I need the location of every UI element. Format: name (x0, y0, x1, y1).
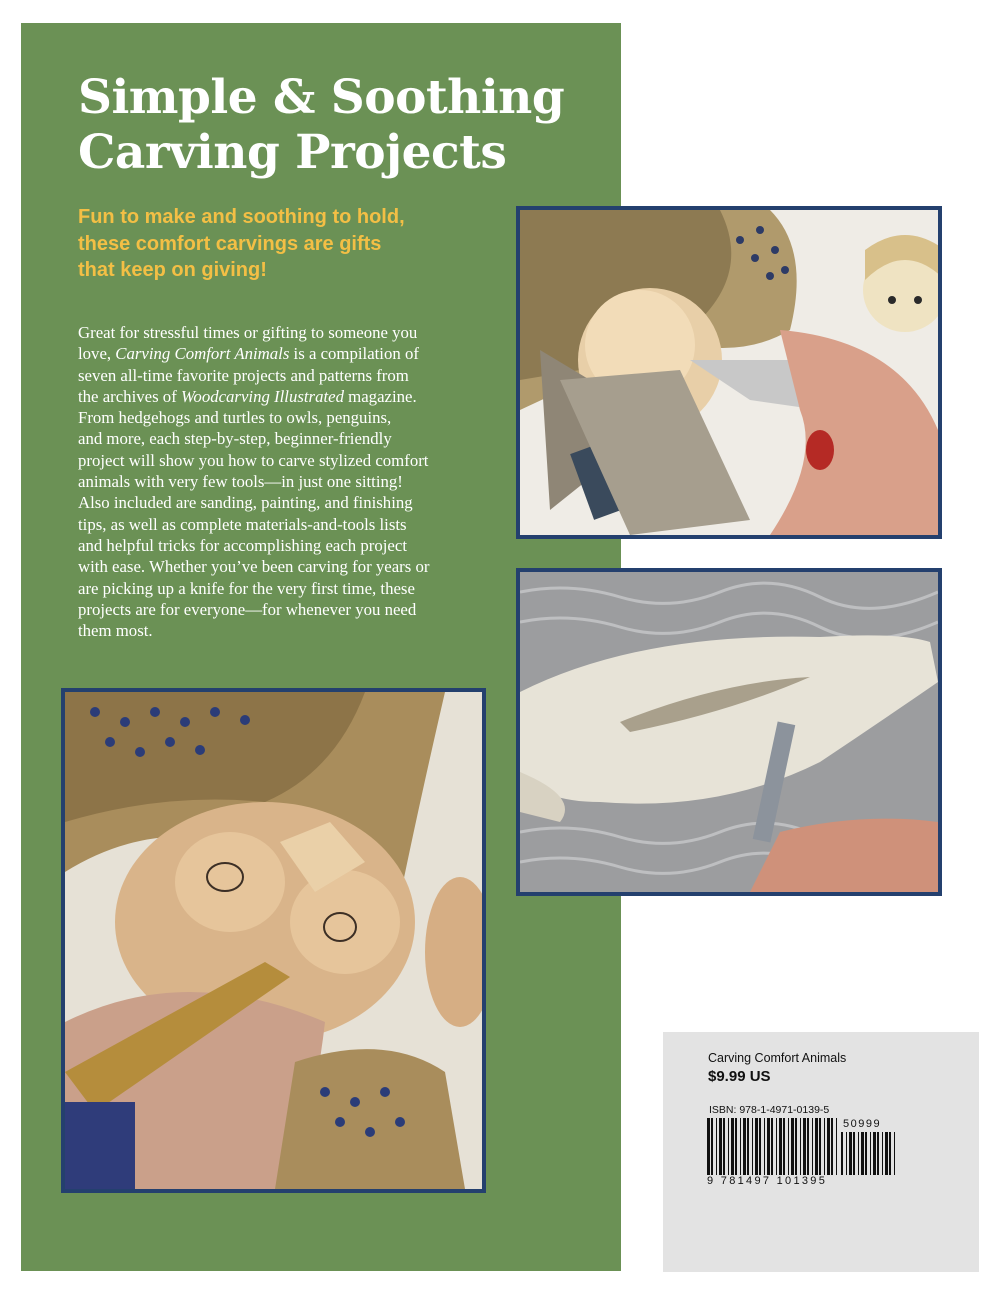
tagline (78, 204, 508, 284)
barcode-digits: 9 781497 101395 (707, 1175, 907, 1187)
description-line: animals with very few tools—in just one sitting! (78, 472, 403, 492)
photo-carving-head-image (520, 210, 938, 535)
description-text (78, 322, 478, 641)
description-line: with ease. Whether you’ve been carving for years or (78, 557, 430, 577)
description-line: seven all-time favorite projects and patterns from (78, 365, 409, 385)
cover-title (78, 70, 598, 180)
description-line: and more, each step-by-step, beginner-friendly (78, 429, 392, 449)
photo-carving-body-with-gouge (516, 568, 942, 896)
photo-carving-head-with-knife (516, 206, 942, 539)
description-line: tips, as well as complete materials-and-tools lists (78, 514, 407, 534)
photo-carving-owl-image (65, 692, 482, 1189)
description-line: From hedgehogs and turtles to owls, penguins, (78, 408, 392, 428)
tagline-line-1: Fun to make and soothing to hold, (78, 206, 405, 228)
title-line-2: Carving Projects (78, 125, 507, 180)
photo-carving-body-image (520, 572, 938, 892)
description-line: are picking up a knife for the very first time, these (78, 578, 415, 598)
title-line-1: Simple & Soothing (78, 70, 565, 125)
tagline-line-3: that keep on giving! (78, 259, 267, 281)
barcode-price-box (663, 1032, 979, 1272)
description-line: projects are for everyone—for whenever you need (78, 599, 417, 619)
isbn-label: ISBN: 978-1-4971-0139-5 (709, 1104, 830, 1116)
price-addon-code: 50999 (843, 1118, 882, 1130)
description-line: them most. (78, 621, 153, 641)
price-label: $9.99 US (708, 1068, 771, 1085)
description-line: and helpful tricks for accomplishing each project (78, 535, 407, 555)
photo-carving-owl (61, 688, 486, 1193)
description-line: the archives of Woodcarving Illustrated magazine. (78, 386, 417, 406)
description-line: project will show you how to carve stylized comfort (78, 450, 429, 470)
tagline-line-2: these comfort carvings are gifts (78, 232, 382, 255)
description-line: Great for stressful times or gifting to someone you (78, 323, 418, 342)
description-line: Also included are sanding, painting, and finishing (78, 493, 413, 513)
book-title-label: Carving Comfort Animals (708, 1051, 847, 1065)
description-line: love, Carving Comfort Animals is a compilation of (78, 344, 419, 364)
